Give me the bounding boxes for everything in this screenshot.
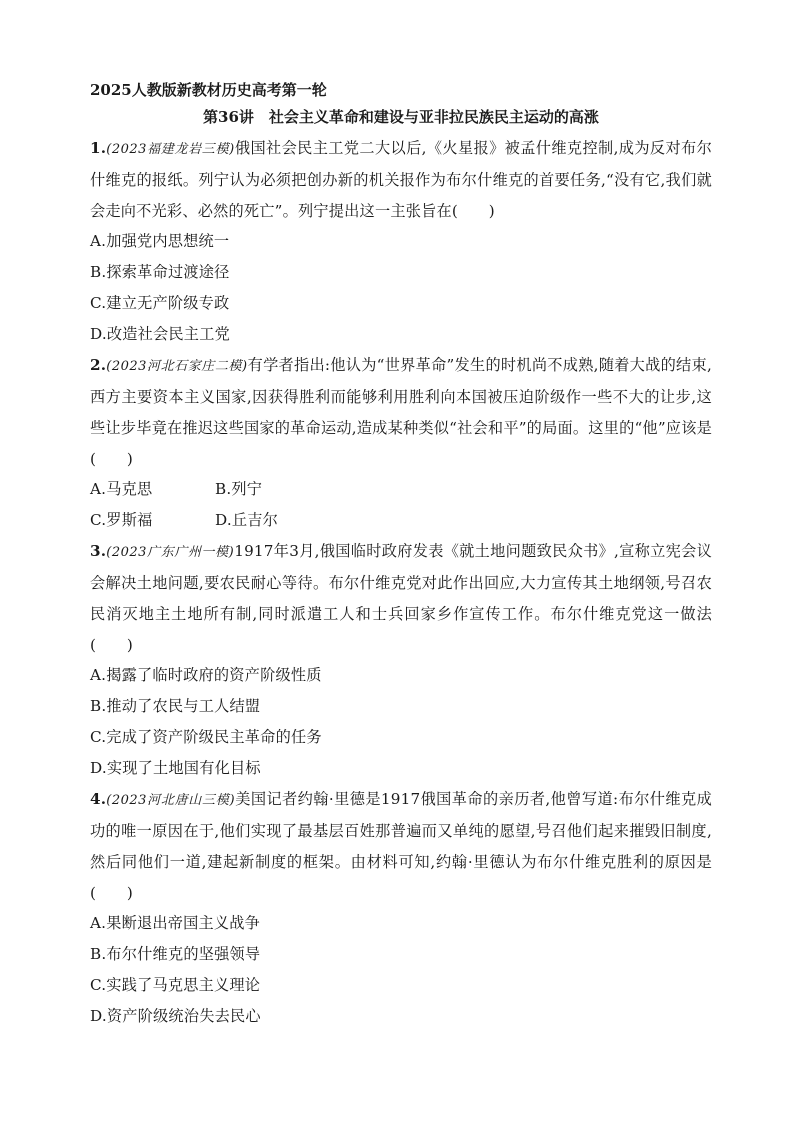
question-stem: 2.(2023河北石家庄二模)有学者指出:他认为“世界革命”发生的时机尚不成熟,随着大战的结束,西方主要资本主义国家,因获得胜利而能够利用胜利向本国被压迫阶级作一些不大的让步,这些让步毕竟在推迟这些国家的革命运动,造成某种类似“社会和平”的局面。这里的“他”应该是( )	[90, 356, 712, 468]
question-4	[90, 784, 712, 1032]
question-number: 1	[90, 139, 101, 157]
lecture-title: 第36讲 社会主义革命和建设与亚非拉民族民主运动的高涨	[203, 108, 599, 126]
question-text: 美国记者约翰·里德是1917俄国革命的亲历者,他曾写道:布尔什维克成功的唯一原因在于,他们实现了最基层百姓那普遍而又单纯的愿望,号召他们起来摧毁旧制度,然后同他们一道,建起新制度的框架。由材料可知,约翰·里德认为布尔什维克胜利的原因是( )	[90, 790, 712, 902]
option-a: A.果断退出帝国主义战争	[90, 914, 261, 932]
option-b: B.推动了农民与工人结盟	[90, 697, 261, 715]
question-stem: 3.(2023广东广州一模)1917年3月,俄国临时政府发表《就土地问题致民众书》,宣称立宪会议会解决土地问题,要农民耐心等待。布尔什维克党对此作出回应,大力宣传其土地纲领,号召农民消灭地主土地所有制,同时派遣工人和士兵回家乡作宣传工作。布尔什维克党这一做法( )	[90, 542, 712, 654]
option-c: C.完成了资产阶级民主革命的任务	[90, 728, 322, 746]
option-d: D.丘吉尔	[215, 511, 279, 529]
question-text: 俄国社会民主工党二大以后,《火星报》被孟什维克控制,成为反对布尔什维克的报纸。列宁认为必须把创办新的机关报作为布尔什维克的首要任务,“没有它,我们就会走向不光彩、必然的死亡”。列宁提出这一主张旨在( )	[90, 139, 712, 220]
option-a: A.加强党内思想统一	[90, 232, 230, 250]
question-1	[90, 133, 712, 350]
option-d: D.改造社会民主工党	[90, 325, 230, 343]
question-source: (2023河北石家庄二模)	[106, 359, 248, 374]
question-number: 4	[90, 790, 101, 808]
option-c: C.罗斯福	[90, 511, 153, 529]
option-b: B.列宁	[215, 480, 263, 498]
question-text: 有学者指出:他认为“世界革命”发生的时机尚不成熟,随着大战的结束,西方主要资本主义国家,因获得胜利而能够利用胜利向本国被压迫阶级作一些不大的让步,这些让步毕竟在推迟这些国家的革命运动,造成某种类似“社会和平”的局面。这里的“他”应该是( )	[90, 356, 712, 468]
option-a: A.马克思	[90, 480, 153, 498]
document-page	[90, 76, 712, 1032]
question-2	[90, 350, 712, 536]
question-number: 2	[90, 356, 101, 374]
question-text: 1917年3月,俄国临时政府发表《就土地问题致民众书》,宣称立宪会议会解决土地问题,要农民耐心等待。布尔什维克党对此作出回应,大力宣传其土地纲领,号召农民消灭地主土地所有制,同时派遣工人和士兵回家乡作宣传工作。布尔什维克党这一做法( )	[90, 542, 712, 654]
question-stem: 4.(2023河北唐山三模)美国记者约翰·里德是1917俄国革命的亲历者,他曾写道:布尔什维克成功的唯一原因在于,他们实现了最基层百姓那普遍而又单纯的愿望,号召他们起来摧毁旧制度,然后同他们一道,建起新制度的框架。由材料可知,约翰·里德认为布尔什维克胜利的原因是( )	[90, 790, 712, 902]
option-row	[90, 505, 712, 536]
question-stem: 1.(2023福建龙岩三模)俄国社会民主工党二大以后,《火星报》被孟什维克控制,成为反对布尔什维克的报纸。列宁认为必须把创办新的机关报作为布尔什维克的首要任务,“没有它,我们就会走向不光彩、必然的死亡”。列宁提出这一主张旨在( )	[90, 139, 712, 220]
option-row	[90, 474, 712, 505]
option-b: B.探索革命过渡途径	[90, 263, 230, 281]
question-source: (2023福建龙岩三模)	[106, 142, 235, 157]
question-3	[90, 536, 712, 784]
option-d: D.实现了土地国有化目标	[90, 759, 261, 777]
document-title: 2025人教版新教材历史高考第一轮	[90, 81, 327, 99]
question-source: (2023河北唐山三模)	[106, 793, 236, 808]
option-d: D.资产阶级统治失去民心	[90, 1007, 261, 1025]
option-a: A.揭露了临时政府的资产阶级性质	[90, 666, 322, 684]
question-number: 3	[90, 542, 101, 560]
option-c: C.建立无产阶级专政	[90, 294, 230, 312]
option-b: B.布尔什维克的坚强领导	[90, 945, 261, 963]
question-source: (2023广东广州一模)	[106, 545, 235, 560]
option-c: C.实践了马克思主义理论	[90, 976, 261, 994]
